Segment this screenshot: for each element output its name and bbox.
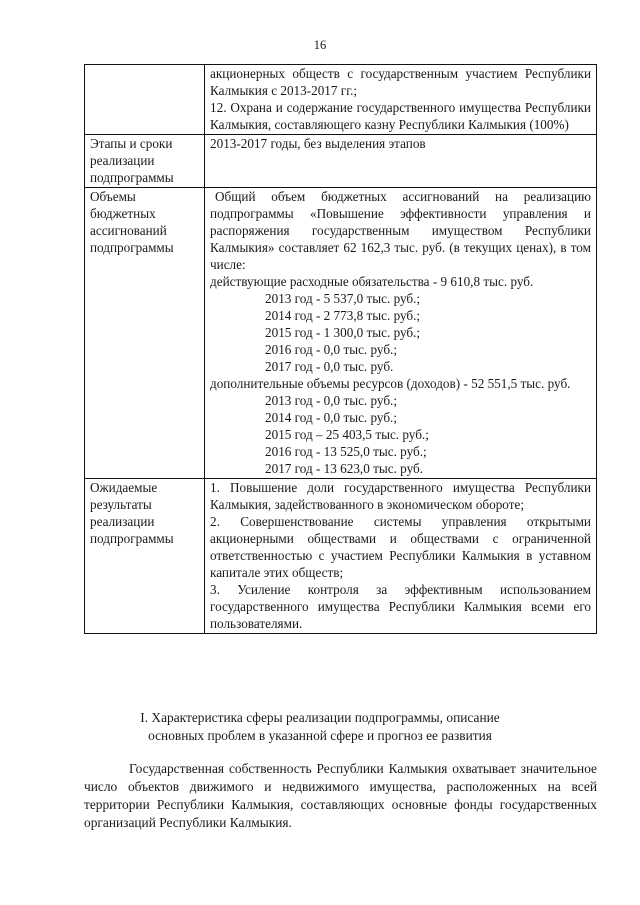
- funding-value: [205, 188, 597, 479]
- section-paragraph: Государственная собственность Республики Калмыкия охватывает значительное число объектов движимого и недвижимого имущества, расположенных на всей территории Республики Калмыкия, составляющих основные фонды государственных организаций Республики Калмыкия.: [84, 761, 597, 830]
- result-item: 3. Усиление контроля за эффективным использованием государственного имущества Республики Калмыкия всеми его пользователями.: [210, 582, 591, 631]
- funding-year-line: 2017 год - 13 623,0 тыс. руб.: [265, 461, 424, 476]
- funding-year-line: 2013 год - 5 537,0 тыс. руб.;: [265, 291, 421, 306]
- continuation-cell: [205, 65, 597, 135]
- funding-intro: Общий объем бюджетных ассигнований на реализацию подпрограммы «Повышение эффективности управления и распоряжения государственным имуществом Республики Калмыкия» составляет 62 162,3 тыс. руб. (в текущих ценах), в том числе:: [210, 189, 591, 272]
- table-row-funding: [85, 188, 597, 479]
- table-row-stages: [85, 135, 597, 188]
- funding-year-line: 2015 год – 25 403,5 тыс. руб.;: [265, 427, 429, 442]
- table-row-continuation: [85, 65, 597, 135]
- section-heading-line: основных проблем в указанной сфере и прогноз ее развития: [148, 728, 492, 743]
- empty-label-cell: [85, 65, 205, 135]
- section-heading-line: I. Характеристика сферы реализации подпрограммы, описание: [140, 710, 500, 725]
- continuation-item: акционерных обществ с государственным участием Республики Калмыкия с 2013-2017 гг.;: [210, 66, 591, 98]
- result-item: 1. Повышение доли государственного имущества Республики Калмыкия, задействованного в экономическом обороте;: [210, 480, 591, 512]
- table-row-results: [85, 479, 597, 634]
- funding-year-line: 2014 год - 0,0 тыс. руб.;: [265, 410, 398, 425]
- stages-label: Этапы и сроки реализации подпрограммы: [85, 135, 205, 188]
- results-value: [205, 479, 597, 634]
- funding-label: Объемы бюджетных ассигнований подпрограммы: [85, 188, 205, 479]
- page-number: 16: [313, 38, 327, 52]
- current-obligations-title: действующие расходные обязательства - 9 610,8 тыс. руб.: [210, 274, 534, 289]
- funding-year-line: 2016 год - 13 525,0 тыс. руб.;: [265, 444, 427, 459]
- subprogram-passport-table: [84, 64, 597, 634]
- funding-year-line: 2016 год - 0,0 тыс. руб.;: [265, 342, 398, 357]
- funding-year-line: 2015 год - 1 300,0 тыс. руб.;: [265, 325, 421, 340]
- funding-year-line: 2017 год - 0,0 тыс. руб.: [265, 359, 394, 374]
- funding-year-line: 2013 год - 0,0 тыс. руб.;: [265, 393, 398, 408]
- stages-value: 2013-2017 годы, без выделения этапов: [205, 135, 597, 188]
- section-heading: [0, 709, 640, 745]
- result-item: 2. Совершенствование системы управления открытыми акционерными обществами и обществами с ограниченной ответственностью с участием Республики Калмыкия в уставном капитале этих обществ;: [210, 514, 591, 580]
- funding-year-line: 2014 год - 2 773,8 тыс. руб.;: [265, 308, 421, 323]
- additional-resources-title: дополнительные объемы ресурсов (доходов) - 52 551,5 тыс. руб.: [210, 376, 571, 391]
- results-label: Ожидаемые результаты реализации подпрограммы: [85, 479, 205, 634]
- continuation-item: 12. Охрана и содержание государственного имущества Республики Калмыкия, составляющего казну Республики Калмыкия (100%): [210, 100, 591, 132]
